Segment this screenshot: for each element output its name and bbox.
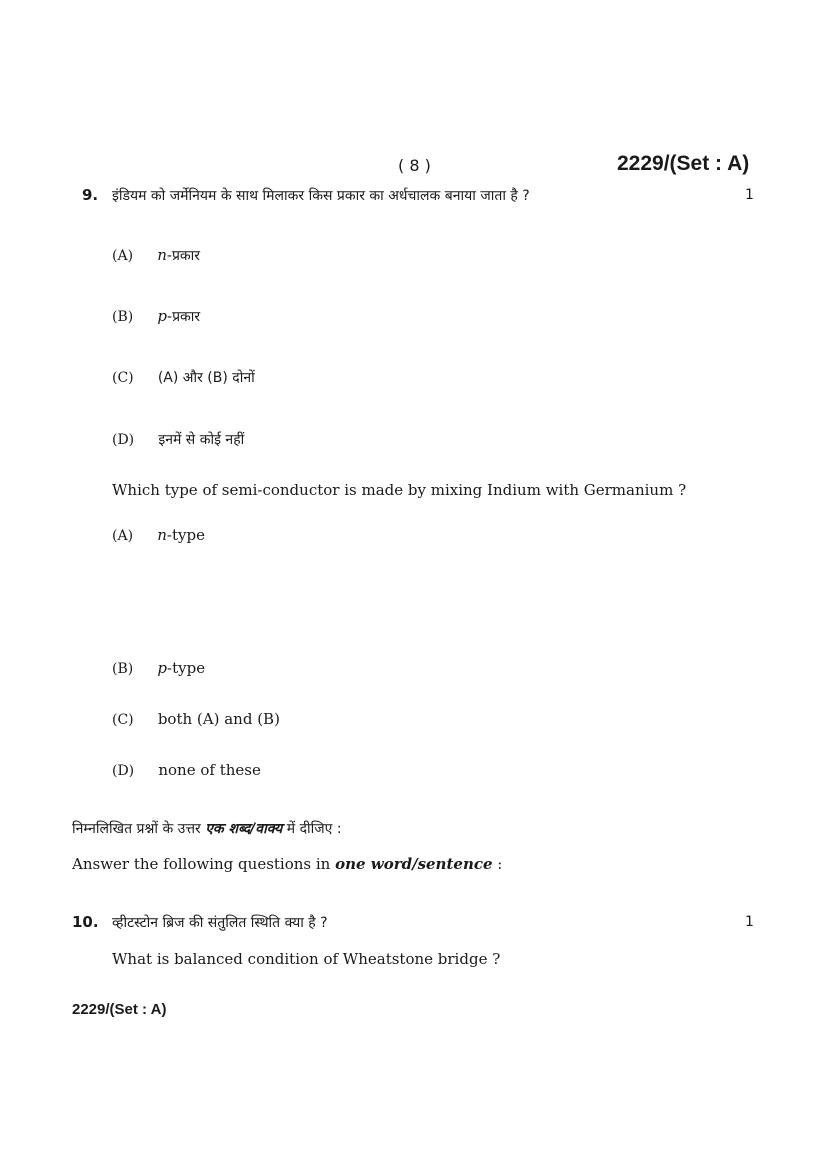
option-label: (A) xyxy=(112,248,134,264)
instruction-hindi-post: में दीजिए : xyxy=(282,821,342,837)
option-label: (B) xyxy=(112,309,134,325)
q9-hindi-option-c xyxy=(112,367,255,387)
option-text: -प्रकार xyxy=(166,248,201,264)
question-9-hindi: इंडियम को जर्मेनियम के साथ मिलाकर किस प्रकार का अर्धचालक बनाया जाता है ? xyxy=(112,188,530,204)
q9-english-option-b xyxy=(112,658,205,677)
instruction-hindi-emphasis: एक शब्द/वाक्य xyxy=(205,821,283,837)
instruction-hindi-pre: निम्नलिखित प्रश्नों के उत्तर xyxy=(72,821,206,837)
q9-hindi-option-a xyxy=(112,245,200,265)
option-text: -प्रकार xyxy=(167,309,201,325)
option-text: none of these xyxy=(158,761,261,779)
option-text: -type xyxy=(167,659,206,677)
q9-hindi-option-b xyxy=(112,306,200,326)
option-text: इनमें से कोई नहीं xyxy=(158,432,245,448)
option-text: -type xyxy=(166,526,205,544)
option-prefix: p xyxy=(157,307,168,325)
option-text: (A) और (B) दोनों xyxy=(157,370,255,386)
paper-code-header: 2229/(Set : A) xyxy=(617,152,750,175)
option-label: (C) xyxy=(112,370,134,386)
option-prefix: n xyxy=(157,246,167,264)
question-9-number: 9. xyxy=(82,186,99,204)
instruction-english-emphasis: one word/sentence xyxy=(335,855,493,873)
q9-english-option-c xyxy=(112,709,280,728)
instruction-english-post: : xyxy=(492,855,503,873)
paper-code-footer: 2229/(Set : A) xyxy=(72,1001,167,1018)
instruction-english xyxy=(72,855,502,873)
q9-english-option-a xyxy=(112,525,205,544)
question-10-hindi: व्हीटस्टोन ब्रिज की संतुलित स्थिति क्या है ? xyxy=(112,915,328,931)
option-prefix: p xyxy=(157,659,168,677)
instruction-english-pre: Answer the following questions in xyxy=(72,855,336,873)
question-10-marks: 1 xyxy=(745,914,754,930)
option-label: (D) xyxy=(112,763,135,779)
option-prefix: n xyxy=(157,526,167,544)
question-10-english: What is balanced condition of Wheatstone bridge ? xyxy=(112,950,501,968)
option-label: (A) xyxy=(112,528,134,544)
question-9-marks: 1 xyxy=(745,187,754,203)
question-10-number: 10. xyxy=(72,913,99,931)
q9-english-option-d xyxy=(112,760,261,779)
question-9-english: Which type of semi-conductor is made by mixing Indium with Germanium ? xyxy=(112,481,687,499)
option-label: (C) xyxy=(112,712,134,728)
q9-hindi-option-d xyxy=(112,429,244,449)
instruction-hindi xyxy=(72,819,342,838)
page-number: ( 8 ) xyxy=(398,156,431,175)
option-label: (B) xyxy=(112,661,134,677)
option-label: (D) xyxy=(112,432,135,448)
option-text: both (A) and (B) xyxy=(157,710,280,728)
